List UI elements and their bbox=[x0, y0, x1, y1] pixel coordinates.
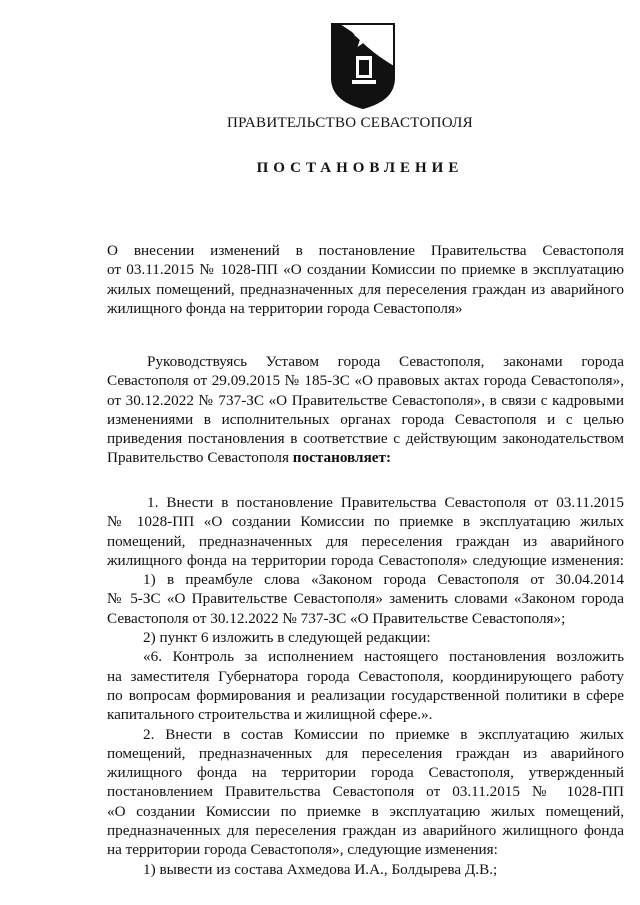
clause-line: Севастополя от 30.12.2022 № 737-ЗС «О Правительстве Севастополя»; bbox=[107, 609, 566, 627]
clause-line: помещений, предназначенных для переселения граждан из аварийного bbox=[107, 532, 624, 550]
resolution-keyword: постановляет: bbox=[292, 449, 392, 467]
document-body bbox=[107, 493, 624, 879]
clause-line: 1) в преамбуле слова «Законом города Севастополя от 30.04.2014 bbox=[143, 571, 624, 589]
preamble-line: приведения постановления в соответствие с действующим законодательством bbox=[107, 430, 624, 448]
sevastopol-coat-of-arms-icon bbox=[330, 22, 396, 110]
clause-line: помещений, предназначенных для переселения граждан из аварийного bbox=[107, 744, 624, 762]
preamble-line: Руководствуясь Уставом города Севастополя, законами города bbox=[147, 353, 624, 370]
clause-line: 1) вывести из состава Ахмедова И.А., Болдырева Д.В.; bbox=[143, 860, 498, 878]
preamble bbox=[107, 352, 624, 468]
subject-line: жилищного фонда на территории города Севастополя» bbox=[107, 299, 463, 317]
preamble-line: изменениями в исполнительных органах города Севастополя и с целью bbox=[107, 410, 624, 428]
clause-line: 2) пункт 6 изложить в следующей редакции: bbox=[143, 629, 431, 647]
clause-line: «О создании Комиссии по приемке в эксплуатацию жилых помещений, bbox=[107, 802, 624, 820]
clause-line: № 1028-ПП «О создании Комиссии по приемке в эксплуатацию жилых bbox=[107, 513, 624, 531]
subject-line: жилых помещений, предназначенных для переселения граждан из аварийного bbox=[107, 280, 624, 298]
document-type: ПОСТАНОВЛЕНИЕ bbox=[256, 160, 464, 176]
clause-line: «6. Контроль за исполнением настоящего постановления возложить bbox=[143, 648, 624, 666]
preamble-last-line bbox=[107, 448, 624, 467]
clause-line: по вопросам формирования и реализации государственной политики в сфере bbox=[107, 686, 624, 704]
clause-line: жилищного фонда на территории города Севастополя» следующие изменения: bbox=[107, 551, 624, 569]
clause-line: жилищного фонда на территории города Севастополя, утвержденный bbox=[107, 764, 624, 782]
clause-line: на территории города Севастополя», следующие изменения: bbox=[107, 841, 498, 859]
clause-line: постановлением Правительства Севастополя от 03.11.2015 № 1028-ПП bbox=[107, 783, 624, 801]
clause-line: № 5-ЗС «О Правительстве Севастополя» заменить словами «Законом города bbox=[107, 590, 624, 608]
preamble-line: от 30.12.2022 № 737-ЗС «О Правительстве Севастополя», в связи с кадровыми bbox=[107, 391, 624, 409]
clause-line: предназначенных для переселения граждан из аварийного жилищного фонда bbox=[107, 822, 624, 840]
subject-line: О внесении изменений в постановление Правительства Севастополя bbox=[107, 242, 624, 259]
government-title: ПРАВИТЕЛЬСТВО СЕВАСТОПОЛЯ bbox=[227, 115, 473, 131]
preamble-prefix: Правительство Севастополя bbox=[107, 449, 293, 467]
clause-line: 2. Внести в состав Комиссии по приемке в эксплуатацию жилых bbox=[143, 725, 624, 743]
clause-line: на заместителя Губернатора города Севастополя, координирующего работу bbox=[107, 667, 624, 685]
document-subject bbox=[107, 241, 624, 318]
clause-line: 1. Внести в постановление Правительства Севастополя от 03.11.2015 bbox=[147, 494, 624, 511]
preamble-line: Севастополя от 29.09.2015 № 185-ЗС «О правовых актах города Севастополя», bbox=[107, 372, 624, 390]
clause-line: капитального строительства и жилищной сфере.». bbox=[107, 706, 433, 724]
subject-line: от 03.11.2015 № 1028-ПП «О создании Комиссии по приемке в эксплуатацию bbox=[107, 261, 624, 279]
